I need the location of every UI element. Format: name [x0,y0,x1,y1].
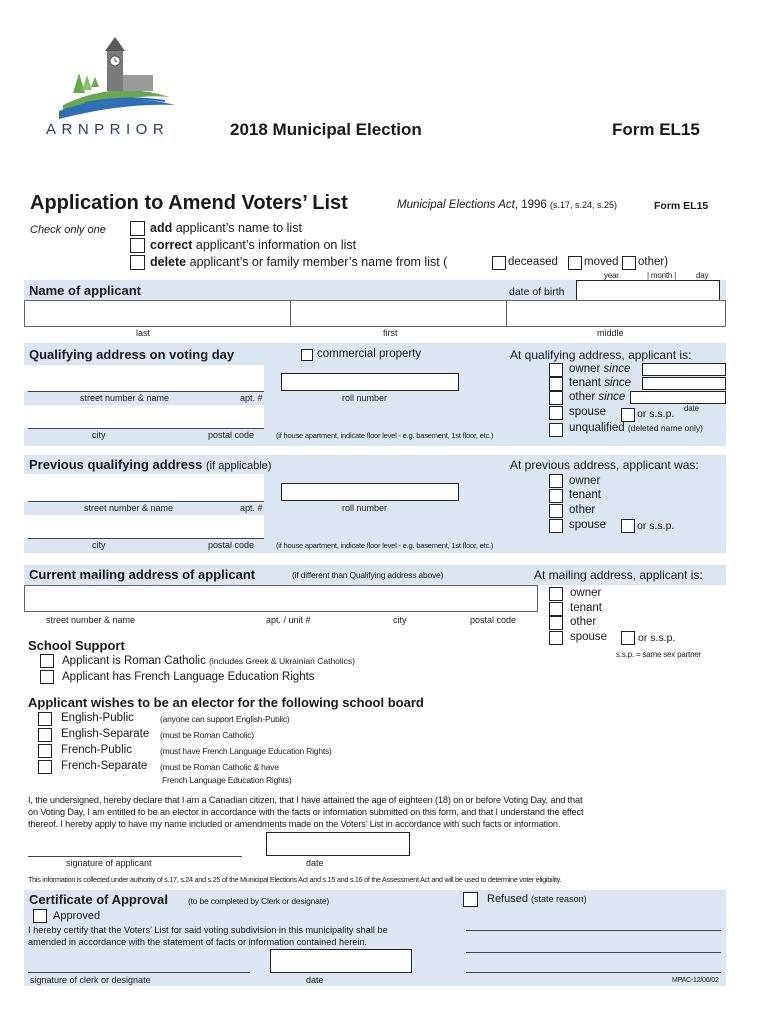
french-public-checkbox[interactable] [38,744,52,758]
middle-name-label: middle [597,328,624,338]
town-clock-tower-icon [55,35,180,120]
english-separate-note: (must be Roman Catholic) [160,730,254,740]
qualifying-spouse-label: spouse [569,406,607,418]
certificate-text-2: amended in accordance with the statement of facts or information contained herein. [28,937,368,947]
previous-street-line [28,501,264,502]
dob-label: date of birth [509,286,565,298]
mailing-address-field[interactable] [24,585,538,612]
french-public-label: French-Public [61,744,132,756]
mailing-postal-label: postal code [470,615,517,625]
roman-catholic-checkbox[interactable] [40,654,54,668]
applicant-signature-label: signature of applicant [66,858,152,868]
previous-other-checkbox[interactable] [549,504,563,518]
mailing-other-checkbox[interactable] [549,616,563,630]
logo-wordmark: ARNPRIOR [46,121,170,138]
other-since-field[interactable] [630,391,726,404]
previous-city-label: city [92,540,106,550]
english-public-label: English-Public [61,712,134,724]
qualifying-postal-label: postal code [208,430,255,440]
moved-label: moved [584,256,619,268]
mailing-spouse-checkbox[interactable] [549,631,563,645]
mailing-owner-checkbox[interactable] [549,587,563,601]
qualifying-apt-label: apt. # [240,393,263,403]
last-name-label: last [136,328,151,338]
qualifying-other-label: other since [569,391,626,403]
qualifying-owner-label: owner since [569,363,631,375]
previous-tenant-label: tenant [569,489,601,501]
mailing-street-label: street number & name [46,615,136,625]
mailing-owner-label: owner [570,587,602,599]
french-rights-label: Applicant has French Language Education Rights [62,671,315,683]
qualifying-floor-note: (if house apartment, indicate floor level - e.g. basement, 1st floor, etc.) [276,431,494,440]
french-separate-label: French-Separate [61,760,148,772]
qualifying-roll-number-field[interactable] [281,373,459,391]
approved-checkbox[interactable] [33,909,47,923]
previous-city-field[interactable] [24,515,264,538]
qualifying-owner-checkbox[interactable] [549,363,563,377]
english-public-note: (anyone can support English-Public) [160,714,290,724]
french-public-note: (must have French Language Education Rights) [160,746,332,756]
correct-checkbox[interactable] [130,238,145,253]
previous-ssp-checkbox[interactable] [621,519,635,533]
previous-floor-note: (if house apartment, indicate floor level - e.g. basement, 1st floor, etc.) [276,541,494,550]
previous-ssp-label: or s.s.p. [637,520,675,532]
applicant-signature-line [28,856,242,857]
clerk-signature-label: signature of clerk or designate [30,975,151,985]
name-divider-1 [290,300,291,327]
dob-month-label: | month | [647,271,677,280]
previous-roll-label: roll number [342,503,388,513]
collection-notice: This information is collected under authority of s.17, s.24 and s.25 of the Municipal Elections Act and s.15 and s.16 of the Assessment Act and will be used to determine voter eligibility. [28,875,562,884]
previous-spouse-label: spouse [569,519,607,531]
qualifying-city-field[interactable] [24,405,264,428]
qualifying-city-label: city [92,430,106,440]
act-reference: Municipal Elections Act, 1996 (s.17, s.24, s.25) [397,199,618,211]
form-number-header: Form EL15 [612,120,700,139]
english-separate-checkbox[interactable] [38,728,52,742]
clerk-date-label: date [306,975,324,985]
qualifying-tenant-checkbox[interactable] [549,377,563,391]
previous-tenant-checkbox[interactable] [549,489,563,503]
approved-label: Approved [53,910,101,922]
commercial-property-label: commercial property [317,348,422,360]
previous-apt-label: apt. # [240,503,263,513]
mailing-city-label: city [393,615,407,625]
mailing-spouse-label: spouse [570,631,608,643]
mailing-section-title: Current mailing address of applicant [29,567,256,582]
qualifying-applicant-is-label: At qualifying address, applicant is: [510,348,692,362]
qualifying-roll-label: roll number [342,393,388,403]
refused-reason-line-2 [466,952,721,953]
moved-checkbox[interactable] [568,256,582,270]
school-board-title: Applicant wishes to be an elector for the following school board [28,695,424,710]
dob-day-label: day [696,271,709,280]
declaration-line-2: on Voting Day, I am entitled to be an elector in accordance with the facts or information submitted on this form, and that I understand the effect [28,807,584,817]
dob-field[interactable] [576,280,720,301]
french-separate-checkbox[interactable] [38,760,52,774]
qualifying-section-title: Qualifying address on voting day [29,347,235,362]
name-field[interactable] [24,300,726,327]
roman-catholic-label: Applicant is Roman Catholic (includes Greek & Ukrainian Catholics) [62,655,356,667]
qualifying-ssp-checkbox[interactable] [621,408,635,422]
qualifying-spouse-date-label: date [684,404,699,413]
qualifying-address-field[interactable] [24,365,264,391]
qualifying-street-label: street number & name [80,393,170,403]
refused-checkbox[interactable] [463,892,478,907]
declaration-line-1: I, the undersigned, hereby declare that I am a Canadian citizen, that I have attained the age of eighteen (18) on or before Voting Day, and that [28,795,583,805]
previous-section-title: Previous qualifying address (if applicable) [29,457,272,472]
french-separate-note: (must be Roman Catholic & have [160,762,279,772]
form-code: MPAC-12/06/02 [672,977,719,984]
mailing-note: (if different than Qualifying address above) [292,570,444,580]
dob-year-label: year [604,271,619,280]
commercial-property-checkbox[interactable] [301,349,313,361]
previous-city-line [28,538,264,539]
form-number: Form EL15 [654,200,709,212]
tenant-since-field[interactable] [642,377,726,390]
qualifying-other-checkbox[interactable] [549,391,563,405]
election-title: 2018 Municipal Election [230,120,422,139]
mailing-ssp-checkbox[interactable] [621,631,635,645]
declaration-line-3: thereof. I hereby apply to have my name included or amendments made on the Voters’ List in accordance with such facts or information. [28,819,561,829]
clerk-signature-line [28,972,250,973]
ssp-definition: s.s.p. = same sex partner [616,650,702,659]
previous-spouse-checkbox[interactable] [549,519,563,533]
add-option-label: add applicant’s name to list [150,221,302,235]
qualifying-street-line [28,391,264,392]
check-only-one-label: Check only one [30,224,106,236]
refused-reason-line-3 [466,972,721,973]
french-separate-note-cont: French Language Education Rights) [162,775,292,785]
school-support-title: School Support [28,638,125,653]
previous-roll-number-field[interactable] [281,483,459,501]
previous-other-label: other [569,504,596,516]
delete-checkbox[interactable] [130,255,145,270]
mailing-ssp-label: or s.s.p. [638,632,676,644]
mailing-apt-label: apt. / unit # [266,615,311,625]
other-checkbox[interactable] [622,256,636,270]
applicant-date-field[interactable] [266,832,410,856]
mailing-tenant-label: tenant [570,602,602,614]
refused-label: Refused (state reason) [487,893,587,905]
certificate-by-note: (to be completed by Clerk or designate) [188,896,330,906]
previous-street-label: street number & name [84,503,174,513]
previous-applicant-was-label: At previous address, applicant was: [510,458,699,472]
deceased-checkbox[interactable] [492,256,506,270]
qualifying-city-line [28,428,264,429]
french-rights-checkbox[interactable] [40,670,54,684]
qualifying-unqualified-label: unqualified (deleted name only) [569,422,703,434]
delete-option-label: delete applicant’s or family member’s name from list ( [150,255,448,269]
name-divider-2 [506,300,507,327]
deceased-label: deceased [508,256,558,268]
refused-reason-line-1 [466,930,721,931]
form-title: Application to Amend Voters’ List [30,192,348,214]
qualifying-spouse-checkbox[interactable] [549,406,563,420]
owner-since-field[interactable] [642,363,726,376]
applicant-date-label: date [306,858,324,868]
certificate-text-1: I hereby certify that the Voters’ List for said voting subdivision in this municipality shall be [28,925,388,935]
mailing-tenant-checkbox[interactable] [549,602,563,616]
clerk-date-field[interactable] [270,949,412,973]
qualifying-ssp-label: or s.s.p. [637,408,675,420]
mailing-applicant-is-label: At mailing address, applicant is: [534,568,703,582]
certificate-title: Certificate of Approval [29,892,168,907]
previous-owner-label: owner [569,475,601,487]
add-checkbox[interactable] [130,221,145,236]
applicant-signature-field[interactable] [28,834,242,856]
arnprior-logo [55,35,180,120]
english-separate-label: English-Separate [61,728,150,740]
previous-address-field[interactable] [24,474,264,501]
mailing-other-label: other [570,616,597,628]
correct-option-label: correct applicant’s information on list [150,238,357,252]
first-name-label: first [383,328,398,338]
english-public-checkbox[interactable] [38,712,52,726]
qualifying-unqualified-checkbox[interactable] [549,423,563,437]
qualifying-tenant-label: tenant since [569,377,632,389]
previous-postal-label: postal code [208,540,255,550]
previous-owner-checkbox[interactable] [549,474,563,488]
name-section-title: Name of applicant [29,283,141,298]
other-label: other) [638,256,669,268]
